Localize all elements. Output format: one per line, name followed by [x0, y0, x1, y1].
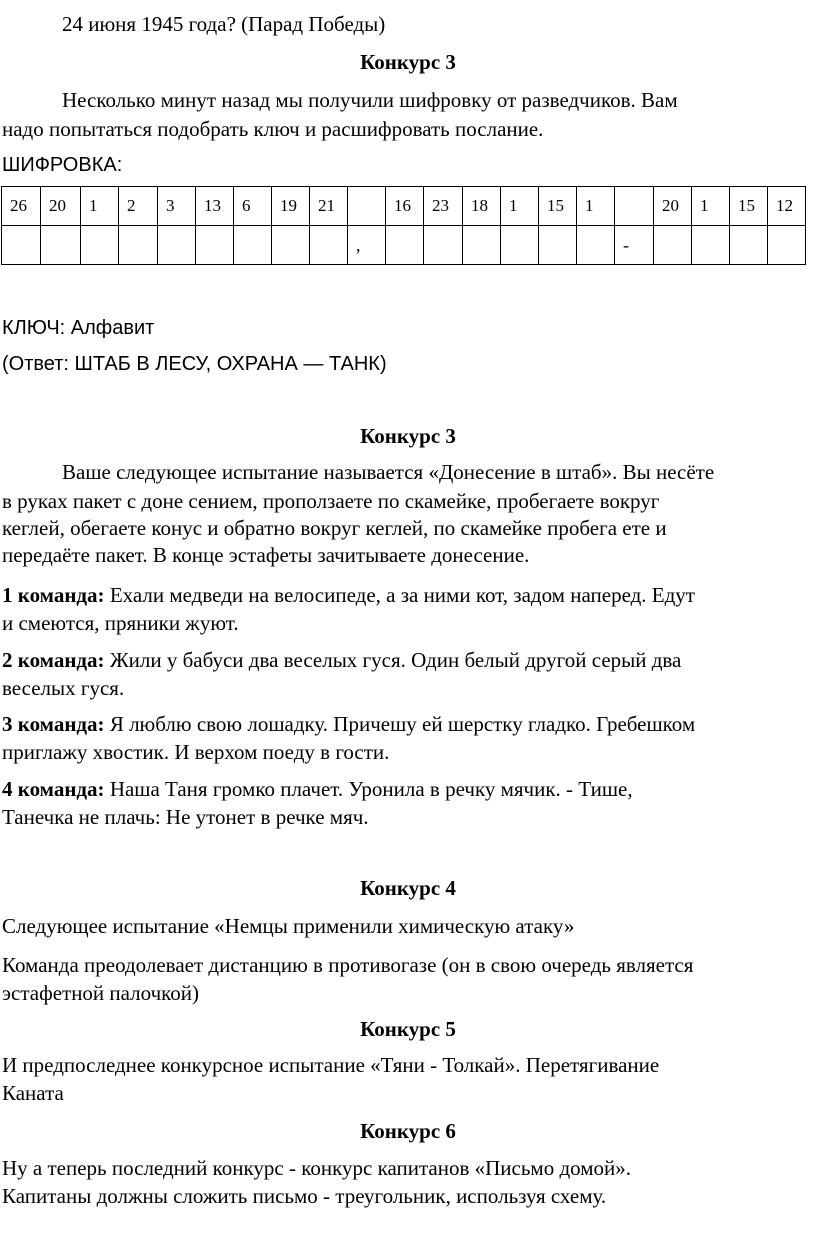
cipher-number-cell: 6 [234, 187, 272, 226]
contest3a-heading: Конкурс 3 [360, 50, 456, 74]
cipher-number-cell: 20 [41, 187, 81, 226]
cipher-symbol-cell [730, 226, 768, 265]
cipher-number-cell: 1 [577, 187, 615, 226]
cipher-symbol-cell [577, 226, 615, 265]
team-2-line1 [2, 645, 681, 677]
contest3b-text-line: в руках пакет с доне сением, проползаете по скамейке, пробегаете вокруг [2, 489, 660, 513]
cipher-number-cell: 2 [119, 187, 158, 226]
contest3b-text-line: передаёте пакет. В конце эстафеты зачитываете донесение. [2, 543, 530, 567]
contest3b-text-line: кеглей, обегаете конус и обратно вокруг кеглей, по скамейке пробега ете и [2, 516, 667, 540]
cipher-symbol-cell [424, 226, 463, 265]
team-2-text: Жили у бабуси два веселых гуся. Один белый другой серый два [104, 648, 682, 672]
team-2-line2: веселых гуся. [2, 676, 125, 700]
cipher-number-cell: 18 [463, 187, 501, 226]
contest6-heading: Конкурс 6 [360, 1119, 456, 1143]
team-1-line2: и смеются, пряники жуют. [2, 611, 239, 635]
cipher-symbol-cell [41, 226, 81, 265]
contest4-line3: эстафетной палочкой) [2, 981, 200, 1005]
contest3b-heading: Конкурс 3 [360, 424, 456, 448]
cipher-number-cell: 1 [501, 187, 539, 226]
contest5-heading: Конкурс 5 [360, 1017, 456, 1041]
cipher-number-cell: 13 [196, 187, 234, 226]
contest4-heading: Конкурс 4 [360, 876, 456, 900]
cipher-number-cell: 12 [768, 187, 806, 226]
team-4-line2: Танечка не плачь: Не утонет в речке мяч. [2, 805, 369, 829]
cipher-answer: (Ответ: ШТАБ В ЛЕСУ, ОХРАНА — ТАНК) [2, 353, 387, 375]
cipher-number-cell: 15 [539, 187, 577, 226]
cipher-number-cell: 26 [2, 187, 41, 226]
cipher-number-cell: 20 [654, 187, 692, 226]
team-1-line1 [2, 580, 695, 612]
cipher-symbol-cell [119, 226, 158, 265]
cipher-key: КЛЮЧ: Алфавит [2, 317, 155, 339]
cipher-table [1, 186, 806, 265]
contest3a-text-line1: Несколько минут назад мы получили шифровку от разведчиков. Вам [62, 88, 678, 112]
team-4-line1 [2, 774, 633, 806]
cipher-symbol-cell [768, 226, 806, 265]
team-3-text: Я люблю свою лошадку. Причешу ей шерстку гладко. Гребешком [104, 712, 696, 736]
cipher-number-cell: 21 [310, 187, 348, 226]
team-2-label: 2 команда: [2, 648, 105, 672]
cipher-symbol-cell [158, 226, 196, 265]
cipher-symbol-cell: , [348, 226, 386, 265]
cipher-symbol-cell [310, 226, 348, 265]
cipher-number-cell: 1 [81, 187, 119, 226]
team-3-line1 [2, 709, 695, 741]
cipher-symbol-cell [654, 226, 692, 265]
contest4-line1: Следующее испытание «Немцы применили химическую атаку» [2, 914, 575, 938]
team-3-label: 3 команда: [2, 712, 105, 736]
cipher-label: ШИФРОВКА: [2, 154, 123, 176]
contest6-line1: Ну а теперь последний конкурс - конкурс капитанов «Письмо домой». [2, 1156, 632, 1180]
cipher-symbol-cell [501, 226, 539, 265]
cipher-number-cell: 23 [424, 187, 463, 226]
cipher-symbol-cell: - [615, 226, 654, 265]
contest6-line2: Капитаны должны сложить письмо - треугольник, используя схему. [2, 1184, 607, 1208]
cipher-number-cell: 15 [730, 187, 768, 226]
team-3-line2: приглажу хвостик. И верхом поеду в гости. [2, 740, 390, 764]
cipher-row-numbers [2, 187, 806, 226]
cipher-number-cell: 3 [158, 187, 196, 226]
cipher-number-cell: 19 [272, 187, 310, 226]
contest5-line1: И предпоследнее конкурсное испытание «Тяни - Толкай». Перетягивание [2, 1053, 660, 1077]
cipher-number-cell [615, 187, 654, 226]
cipher-symbol-cell [692, 226, 730, 265]
cipher-symbol-cell [272, 226, 310, 265]
contest3b-text-line: Ваше следующее испытание называется «Донесение в штаб». Вы несёте [62, 460, 715, 484]
cipher-symbol-cell [81, 226, 119, 265]
cipher-symbol-cell [234, 226, 272, 265]
cipher-row-symbols [2, 226, 806, 265]
cipher-number-cell [348, 187, 386, 226]
cipher-symbol-cell [386, 226, 424, 265]
team-4-text: Наша Таня громко плачет. Уронила в речку мячик. - Тише, [104, 777, 633, 801]
intro-question: 24 июня 1945 года? (Парад Победы) [62, 12, 386, 36]
contest5-line2: Каната [2, 1081, 64, 1105]
cipher-symbol-cell [539, 226, 577, 265]
team-4-label: 4 команда: [2, 777, 105, 801]
cipher-symbol-cell [2, 226, 41, 265]
team-1-text: Ехали медведи на велосипеде, а за ними кот, задом наперед. Едут [104, 583, 695, 607]
cipher-number-cell: 16 [386, 187, 424, 226]
cipher-symbol-cell [463, 226, 501, 265]
contest3a-text-line2: надо попытаться подобрать ключ и расшифровать послание. [2, 117, 544, 141]
cipher-number-cell: 1 [692, 187, 730, 226]
team-1-label: 1 команда: [2, 583, 105, 607]
cipher-symbol-cell [196, 226, 234, 265]
contest4-line2: Команда преодолевает дистанцию в противогазе (он в свою очередь является [2, 953, 694, 977]
